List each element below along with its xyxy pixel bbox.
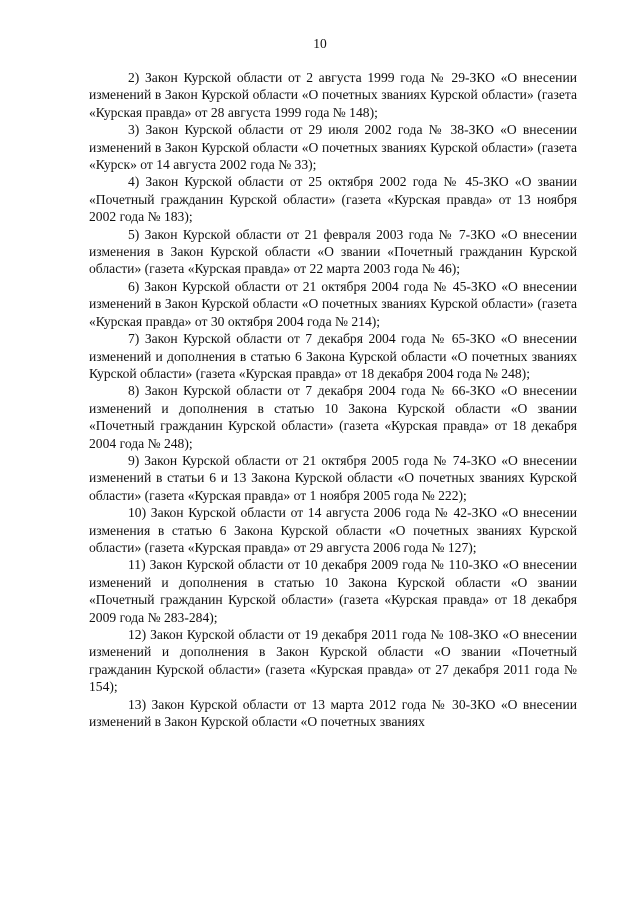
- page-number: 10: [313, 36, 327, 51]
- document-body: [89, 69, 577, 730]
- list-item-6: 6) Закон Курской области от 21 октября 2004 года № 45-ЗКО «О внесении изменений в Закон Курской области «О почетных званиях Курской области» (газета «Курская правда» от 30 октября 2004 года № 214);: [89, 278, 577, 329]
- list-item-11: 11) Закон Курской области от 10 декабря 2009 года № 110-ЗКО «О внесении изменений и дополнения в статью 10 Закона Курской области «О звании «Почетный гражданин Курской области» (газета «Курская правда» от 18 декабря 2009 года № 283-284);: [89, 557, 577, 625]
- list-item-13: 13) Закон Курской области от 13 марта 2012 года № 30-ЗКО «О внесении изменений в Закон Курской области «О почетных званиях: [89, 696, 577, 730]
- list-item-8: 8) Закон Курской области от 7 декабря 2004 года № 66-ЗКО «О внесении изменений и дополнения в статью 10 Закона Курской области «О звании «Почетный гражданин Курской области» (газета «Курская правда» от 18 декабря 2004 года № 248);: [89, 383, 577, 451]
- list-item-5: 5) Закон Курской области от 21 февраля 2003 года № 7-ЗКО «О внесении изменения в Закон Курской области «О звании «Почетный гражданин Курской области» (газета «Курская правда» от 22 марта 2003 года № 46);: [89, 226, 577, 277]
- list-item-12: 12) Закон Курской области от 19 декабря 2011 года № 108-ЗКО «О внесении изменений и дополнения в Закон Курской области «О звании «Почетный гражданин Курской области» (газета «Курская правда» от 27 декабря 2011 года № 154);: [89, 627, 577, 695]
- list-item-7: 7) Закон Курской области от 7 декабря 2004 года № 65-ЗКО «О внесении изменений и дополнения в статью 6 Закона Курской области «О почетных званиях Курской области» (газета «Курская правда» от 18 декабря 2004 года № 248);: [89, 331, 577, 381]
- list-item-4: 4) Закон Курской области от 25 октября 2002 года № 45-ЗКО «О звании «Почетный гражданин Курской области» (газета «Курская правда» от 13 ноября 2002 года № 183);: [89, 174, 577, 225]
- list-item-10: 10) Закон Курской области от 14 августа 2006 года № 42-ЗКО «О внесении изменения в статью 6 Закона Курской области «О почетных званиях Курской области» (газета «Курская правда» от 29 августа 2006 года № 127);: [89, 505, 577, 555]
- list-item-2: 2) Закон Курской области от 2 августа 1999 года № 29-ЗКО «О внесении изменений в Закон Курской области «О почетных званиях Курской области» (газета «Курская правда» от 28 августа 1999 года № 148);: [89, 70, 577, 120]
- list-item-3: 3) Закон Курской области от 29 июля 2002 года № 38-ЗКО «О внесении изменений в Закон Курской области «О почетных званиях Курской области» (газета «Курск» от 14 августа 2002 года № 33);: [89, 122, 577, 173]
- list-item-9: 9) Закон Курской области от 21 октября 2005 года № 74-ЗКО «О внесении изменений в статьи 6 и 13 Закона Курской области «О почетных званиях Курской области» (газета «Курская правда» от 1 ноября 2005 года № 222);: [89, 452, 577, 503]
